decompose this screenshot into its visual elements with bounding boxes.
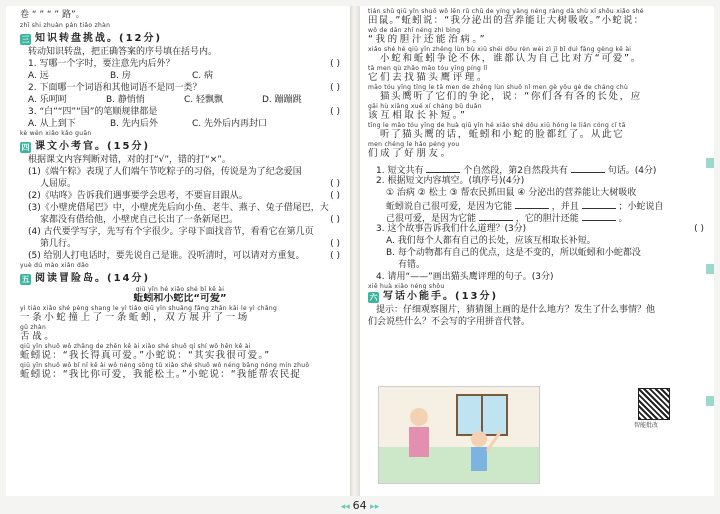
right-page xyxy=(360,6,714,496)
r-story-py-3: xiǎo shé hé qiū yǐn zhēng lùn bù xiū shéi dōu rèn wéi zì jǐ bǐ duì fāng gèng kě ài xyxy=(368,46,632,53)
q2-answer-paren[interactable]: ( ) xyxy=(330,83,340,93)
r-q4: 4. 请用“——”画出猫头鹰评理的句子。(3分) xyxy=(376,272,554,282)
q1-option-a: A. 远 xyxy=(28,71,49,81)
r-story-line-2: “我的胆汁还能治病。” xyxy=(368,34,488,45)
item5-text: (5) 给别人打电话时，要先说自己是谁。没听清时，可以请对方重复。 xyxy=(28,251,305,261)
sec2-pinyin: kè wén xiǎo kǎo guān xyxy=(20,130,92,137)
r-story-line-8: 们成了好朋友。 xyxy=(368,148,453,159)
r-story-line-1: 田鼠。”蚯蚓说：“我分泌出的营养能让大树吸收。”小蛇说： xyxy=(368,15,645,26)
q2-option-a: A. 乐呵呵 xyxy=(28,95,67,105)
q2-option-b: B. 静悄悄 xyxy=(106,95,145,105)
story-py-4: qiū yǐn shuō wǒ bǐ nǐ kě ài wǒ néng sōng tǔ xiǎo shé shuō wǒ néng bāng nóng mín zhuō xyxy=(20,362,310,369)
r-q2: 2. 根据短文内容填空。(填序号)(4分) xyxy=(376,176,525,186)
r-story-py-6: gāi hù xiāng xué xí cháng bǔ duǎn xyxy=(368,103,482,110)
r-q2-line-1 xyxy=(368,199,704,211)
r-story-py-8: men chéng le hǎo péng you xyxy=(368,141,460,148)
story-py-3: qiū yǐn shuō wǒ zhǎng de zhēn kě ài xiǎo shé shuō qí shí wǒ hěn kě ài xyxy=(20,343,251,350)
sec2-item-1a: (1)《端午粽》表现了人们端午节吃粽子的习俗，传说是为了纪念爱国 xyxy=(28,167,302,177)
sec1-title: 知识转盘挑战。(12分) xyxy=(35,33,163,44)
q2-option-c: C. 轻飘飘 xyxy=(184,95,224,105)
sec3-title: 阅读冒险岛。(14分) xyxy=(35,273,151,284)
left-content xyxy=(20,8,340,381)
top-writing-boxes xyxy=(20,8,340,22)
item4-paren[interactable]: ( ) xyxy=(330,239,340,249)
item2-paren[interactable]: ( ) xyxy=(330,191,340,201)
r-story-line-4: 它们去找猫头鹰评理。 xyxy=(368,72,490,83)
story-title-pinyin: qiū yǐn hé xiǎo shé bǐ kě ài xyxy=(135,286,225,293)
sec1-q2 xyxy=(20,82,340,94)
sec4-header xyxy=(368,290,704,304)
r-q2-l2c: 。 xyxy=(618,214,628,223)
left-arrows-icon: ◂◂ xyxy=(340,502,353,512)
r-q2-blank-3[interactable] xyxy=(479,211,513,221)
qr-code[interactable] xyxy=(638,388,670,420)
q1-option-c: C. 病 xyxy=(192,71,214,81)
sec2-item-4a: (4) 古代要学写字，先写有个字很少。字母下面找音节，看看它在第几页 xyxy=(28,227,314,237)
q3-option-a: A. 从上到下 xyxy=(28,119,76,129)
r-q1-blank-2[interactable] xyxy=(571,163,605,173)
r-q1-mid: 个自然段，第2自然段共有 xyxy=(463,166,568,175)
q1-answer-paren[interactable]: ( ) xyxy=(330,59,340,69)
sec2-item-4b xyxy=(20,238,340,250)
sec2-item-1b xyxy=(20,178,340,190)
r-story-py-2: wǒ de dān zhī néng zhì bìng xyxy=(368,27,461,34)
r-q3-paren[interactable]: ( ) xyxy=(694,224,704,234)
r-q2-l1a: 蚯蚓说自己很可爱，是因为它能 xyxy=(386,202,513,211)
q2-text: 2. 下面哪一个词语和其他词语不是同一类？ xyxy=(28,83,202,93)
story-line-4: 蚯蚓说：“我比你可爱，我能松土。”小蛇说：“我能帮农民捉 xyxy=(20,369,302,380)
item1-cont: 人屈原。 xyxy=(40,179,77,189)
side-tab-3 xyxy=(706,396,714,406)
sec2-item-3a: (3)《小壁虎借尾巴》中，小壁虎先后向小鱼、老牛、燕子、兔子借尾巴，大 xyxy=(28,203,329,213)
q3-option-b: B. 先内后外 xyxy=(110,119,158,129)
writing-illustration xyxy=(378,386,540,484)
q3-options xyxy=(20,118,340,130)
sec4-prompt-1: 提示：仔细观察图片，猜猜图上画的是什么地方？发生了什么事情？他 xyxy=(376,305,656,315)
side-tab-1 xyxy=(706,158,714,168)
top-fill-text: 卷 “ ” “ ” 路”。 xyxy=(20,10,85,20)
r-q3-text: 3. 这个故事告诉我们什么道理？(3分) xyxy=(376,224,527,234)
sec2-intro: 根据课文内容判断对错，对的打“√”，错的打“×”。 xyxy=(28,155,231,165)
r-q1-end: 句话。(4分) xyxy=(607,166,657,175)
q1-option-b: B. 房 xyxy=(110,71,131,81)
sec1-intro: 转动知识转盘，把正确答案的序号填在括号内。 xyxy=(28,47,218,57)
sec2-item-3b xyxy=(20,214,340,226)
q1-text: 1. 写哪一个字时，要注意先内后外？ xyxy=(28,59,175,69)
sec4-pinyin: xiě huà xiǎo néng shǒu xyxy=(368,283,445,290)
children-window-image xyxy=(379,387,539,483)
q3-answer-paren[interactable]: ( ) xyxy=(330,107,340,117)
item3-paren[interactable]: ( ) xyxy=(330,215,340,225)
story-line-3: 蚯蚓说：“我长得真可爱。”小蛇说：“其实我很可爱。” xyxy=(20,350,271,361)
sec1-q3 xyxy=(20,106,340,118)
r-q1-start: 1. 短文共有 xyxy=(376,166,424,175)
r-q2-line-2 xyxy=(368,211,704,223)
sec4-title: 写话小能手。(13分) xyxy=(383,291,499,302)
r-story-py-1: tián shǔ qiū yǐn shuō wǒ lēn rǔ chū de yíng yǎng néng ràng dà shù xī shōu xiǎo shé xyxy=(368,8,644,15)
r-q2-l1c: ；小蛇说自 xyxy=(618,202,664,211)
sec1-badge: 三 xyxy=(21,34,30,44)
r-q2-l2a: 己很可爱，是因为它能 xyxy=(386,214,477,223)
qr-label: 智能批改 xyxy=(634,422,659,429)
r-q3-option-b: B. 每个动物都有自己的优点，这是不变的，所以蚯蚓和小蛇都没 xyxy=(386,248,641,258)
item4-cont: 第几行。 xyxy=(40,239,77,249)
r-q3-option-b-cont: 有错。 xyxy=(398,260,426,270)
sec3-header xyxy=(20,272,340,286)
sec4-prompt-2: 们会说些什么？不会写的字用拼音代替。 xyxy=(368,317,531,327)
sec2-title: 课文小考官。(15分) xyxy=(35,141,151,152)
q2-option-d: D. 蹦蹦跳 xyxy=(262,95,302,105)
left-page xyxy=(6,6,350,496)
r-q2-l1b: ，并且 xyxy=(551,202,579,211)
r-q2-blank-1[interactable] xyxy=(515,199,549,209)
story-py-1: yì tiáo xiǎo shé pèng shang le yì tiáo qiū yǐn shuāng fāng zhǎn kāi le yì chǎng xyxy=(20,305,278,312)
r-story-py-5: māo tóu yīng tīng le tā men de zhēng lùn shuō nǐ men gè yǒu gè de cháng chù xyxy=(368,84,629,91)
sec1-pinyin: zhī shi zhuàn pán tiǎo zhàn xyxy=(20,22,111,29)
book-gutter xyxy=(350,6,360,496)
q3-option-c: C. 先外后内再封口 xyxy=(192,119,268,129)
sec2-badge: 四 xyxy=(21,142,30,152)
sec3-badge: 五 xyxy=(21,274,30,284)
sec2-item-2 xyxy=(20,190,340,202)
item1-paren[interactable]: ( ) xyxy=(330,179,340,189)
q3-text: 3. “白”“四”“国”的笔顺规律都是 xyxy=(28,107,158,117)
r-story-line-5: 猫头鹰听了它们的争论，说：“你们各有各的长处，应 xyxy=(380,91,642,102)
sec1-header xyxy=(20,32,340,46)
sec2-header xyxy=(20,140,340,154)
right-arrows-icon: ▸▸ xyxy=(370,502,380,512)
page-number: 64 xyxy=(352,499,367,512)
story-py-2: gǔ zhàn xyxy=(20,324,47,331)
item2-text: (2)《咕咚》告诉我们遇事要学会思考，不要盲目跟从。 xyxy=(28,191,248,201)
page-footer xyxy=(0,499,720,512)
sec2-item-5 xyxy=(20,250,340,262)
r-q2-l2b: ，它的胆汁还能 xyxy=(515,214,579,223)
story-line-1: 一条小蛇撞上了一条蚯蚓，双方展开了一场 xyxy=(20,312,250,323)
r-q2-blank-2[interactable] xyxy=(582,199,616,209)
story-title: 蚯蚓和小蛇比“可爱” xyxy=(133,293,227,304)
q2-options xyxy=(20,94,340,106)
r-story-line-6: 该互相取长补短。” xyxy=(368,110,468,121)
r-story-py-4: tā men qù zhǎo māo tóu yīng píng lǐ xyxy=(368,65,488,72)
r-q1-blank-1[interactable] xyxy=(426,163,460,173)
side-tab-2 xyxy=(706,264,714,274)
sec4-badge: 六 xyxy=(369,292,378,302)
r-story-py-7: tīng le māo tóu yīng de huà qiū yǐn hé xiǎo shé dōu xiū hóng le liǎn cóng cǐ tā xyxy=(368,122,626,129)
item5-paren[interactable]: ( ) xyxy=(330,251,340,261)
item3-cont: 家都没有借给他，小壁虎自己长出了一条新尾巴。 xyxy=(40,215,239,225)
right-content xyxy=(368,8,704,328)
r-story-line-7: 听了猫头鹰的话，蚯蚓和小蛇的脸都红了。从此它 xyxy=(380,129,625,140)
r-q2-options: ① 治病 ② 松土 ③ 帮农民抓田鼠 ④ 分泌出的营养能让大树吸收 xyxy=(386,188,637,198)
r-story-line-3: 小蛇和蚯蚓争论不休，谁都认为自己比对方“可爱”。 xyxy=(380,53,643,64)
sec1-q1 xyxy=(20,58,340,70)
r-q3 xyxy=(368,223,704,235)
r-q2-blank-4[interactable] xyxy=(582,211,616,221)
q1-options xyxy=(20,70,340,82)
r-q3-option-a: A. 我们每个人都有自己的长处，应该互相取长补短。 xyxy=(386,236,596,246)
sec3-pinyin: yuè dú mào xiǎn dǎo xyxy=(20,262,90,269)
r-q1 xyxy=(368,163,704,175)
story-line-2: 舌战。 xyxy=(20,331,57,342)
